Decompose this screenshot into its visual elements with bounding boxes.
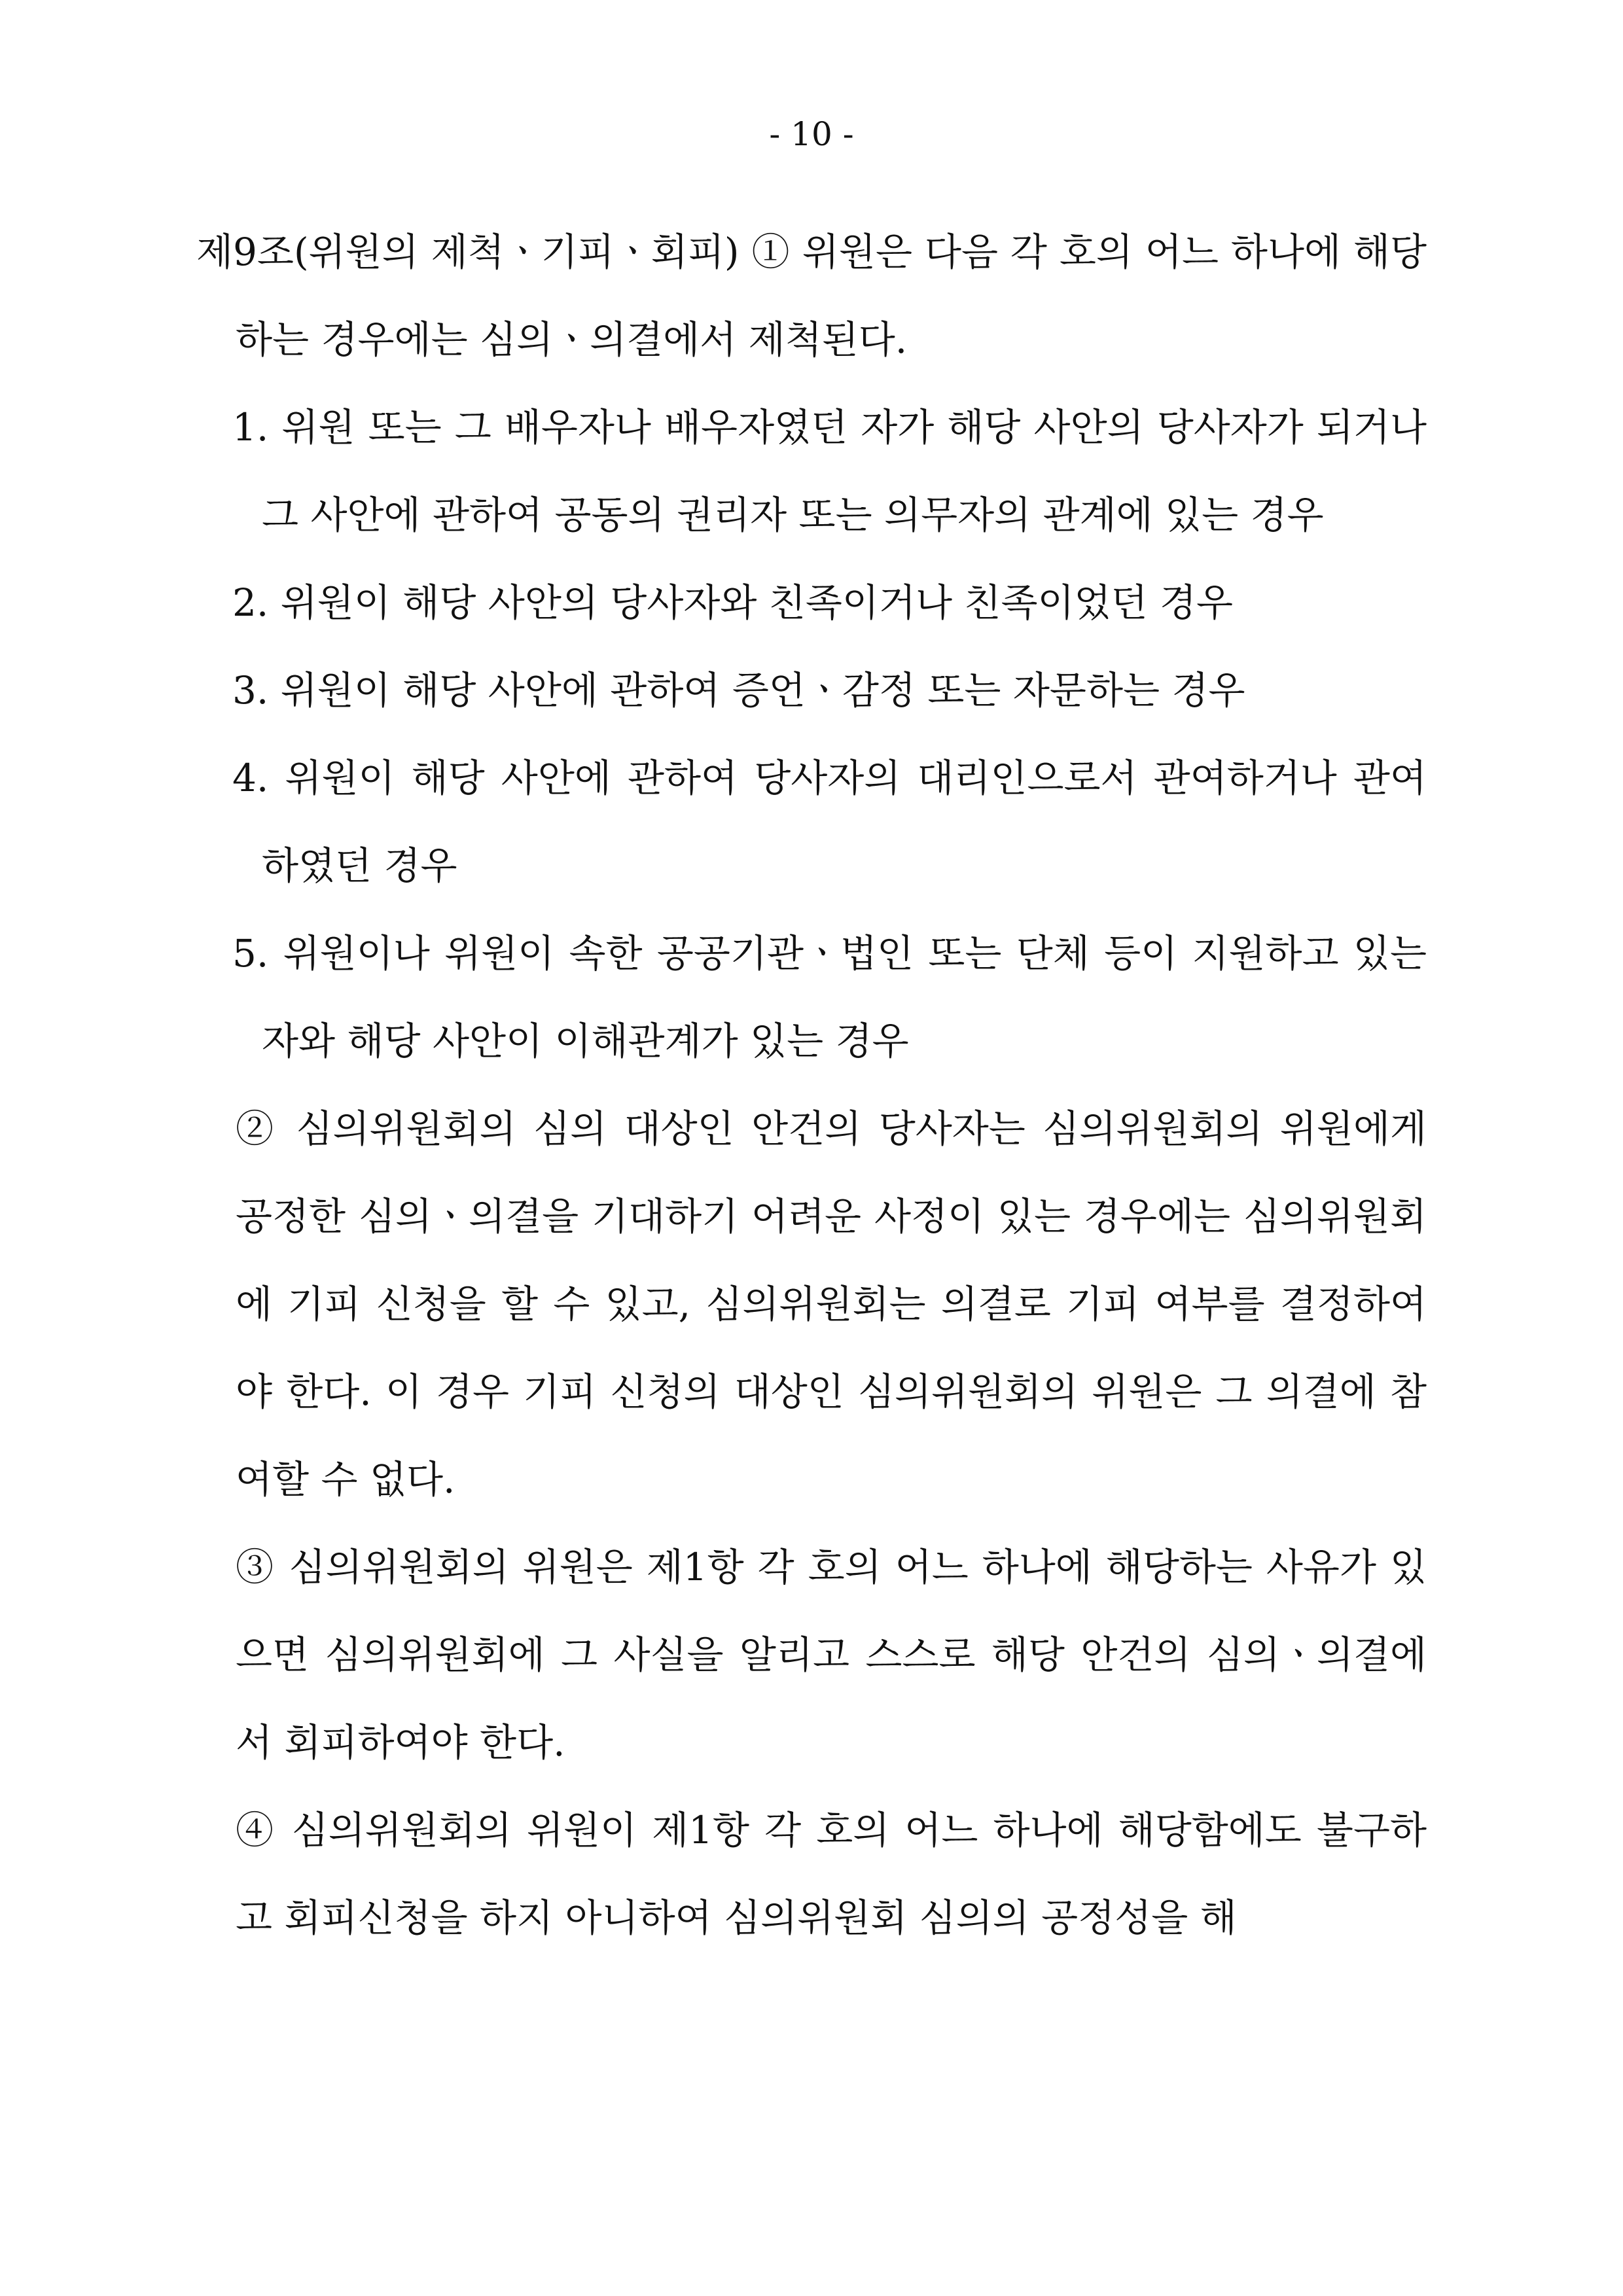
list-item-2: 2. 위원이 해당 사안의 당사자와 친족이거나 친족이었던 경우 <box>232 580 1234 625</box>
article-heading: 제9조(위원의 제척ㆍ기피ㆍ회피) <box>196 230 740 274</box>
article-9-paragraph-1 <box>196 208 1427 383</box>
list-item-3: 3. 위원이 해당 사안에 관하여 증언ㆍ감정 또는 자문하는 경우 <box>232 668 1245 713</box>
paragraph-2: ② 심의위원회의 심의 대상인 안건의 당사자는 심의위원회의 위원에게 공정한 심의ㆍ의결을 기대하기 어려운 사정이 있는 경우에는 심의위원회에 기피 신청을 할 수 있고, 심의위원회는 의결로 기피 여부를 결정하여야 한다. 이 경우 기피 신청의 대상인 심의위원회의 위원은 그 의결에 참여할 수 없다. <box>236 1106 1427 1502</box>
document-body <box>196 208 1427 1962</box>
list-item-1: 1. 위원 또는 그 배우자나 배우자였던 자가 해당 사안의 당사자가 되거나 그 사안에 관하여 공동의 권리자 또는 의무자의 관계에 있는 경우 <box>232 405 1427 537</box>
list-item-4: 4. 위원이 해당 사안에 관하여 당사자의 대리인으로서 관여하거나 관여하였던 경우 <box>232 756 1427 888</box>
paragraph-1-text: ① 위원은 다음 각 호의 어느 하나에 해당하는 경우에는 심의ㆍ의결에서 제척된다. <box>236 230 1427 362</box>
paragraph-4: ④ 심의위원회의 위원이 제1항 각 호의 어느 하나에 해당함에도 불구하고 회피신청을 하지 아니하여 심의위원회 심의의 공정성을 해 <box>236 1808 1427 1940</box>
list-item-5: 5. 위원이나 위원이 속한 공공기관ㆍ법인 또는 단체 등이 지원하고 있는 자와 해당 사안이 이해관계가 있는 경우 <box>232 931 1427 1063</box>
paragraph-3: ③ 심의위원회의 위원은 제1항 각 호의 어느 하나에 해당하는 사유가 있으면 심의위원회에 그 사실을 알리고 스스로 해당 안건의 심의ㆍ의결에서 회피하여야 한다. <box>236 1545 1427 1765</box>
page-number: - 10 - <box>769 115 854 153</box>
